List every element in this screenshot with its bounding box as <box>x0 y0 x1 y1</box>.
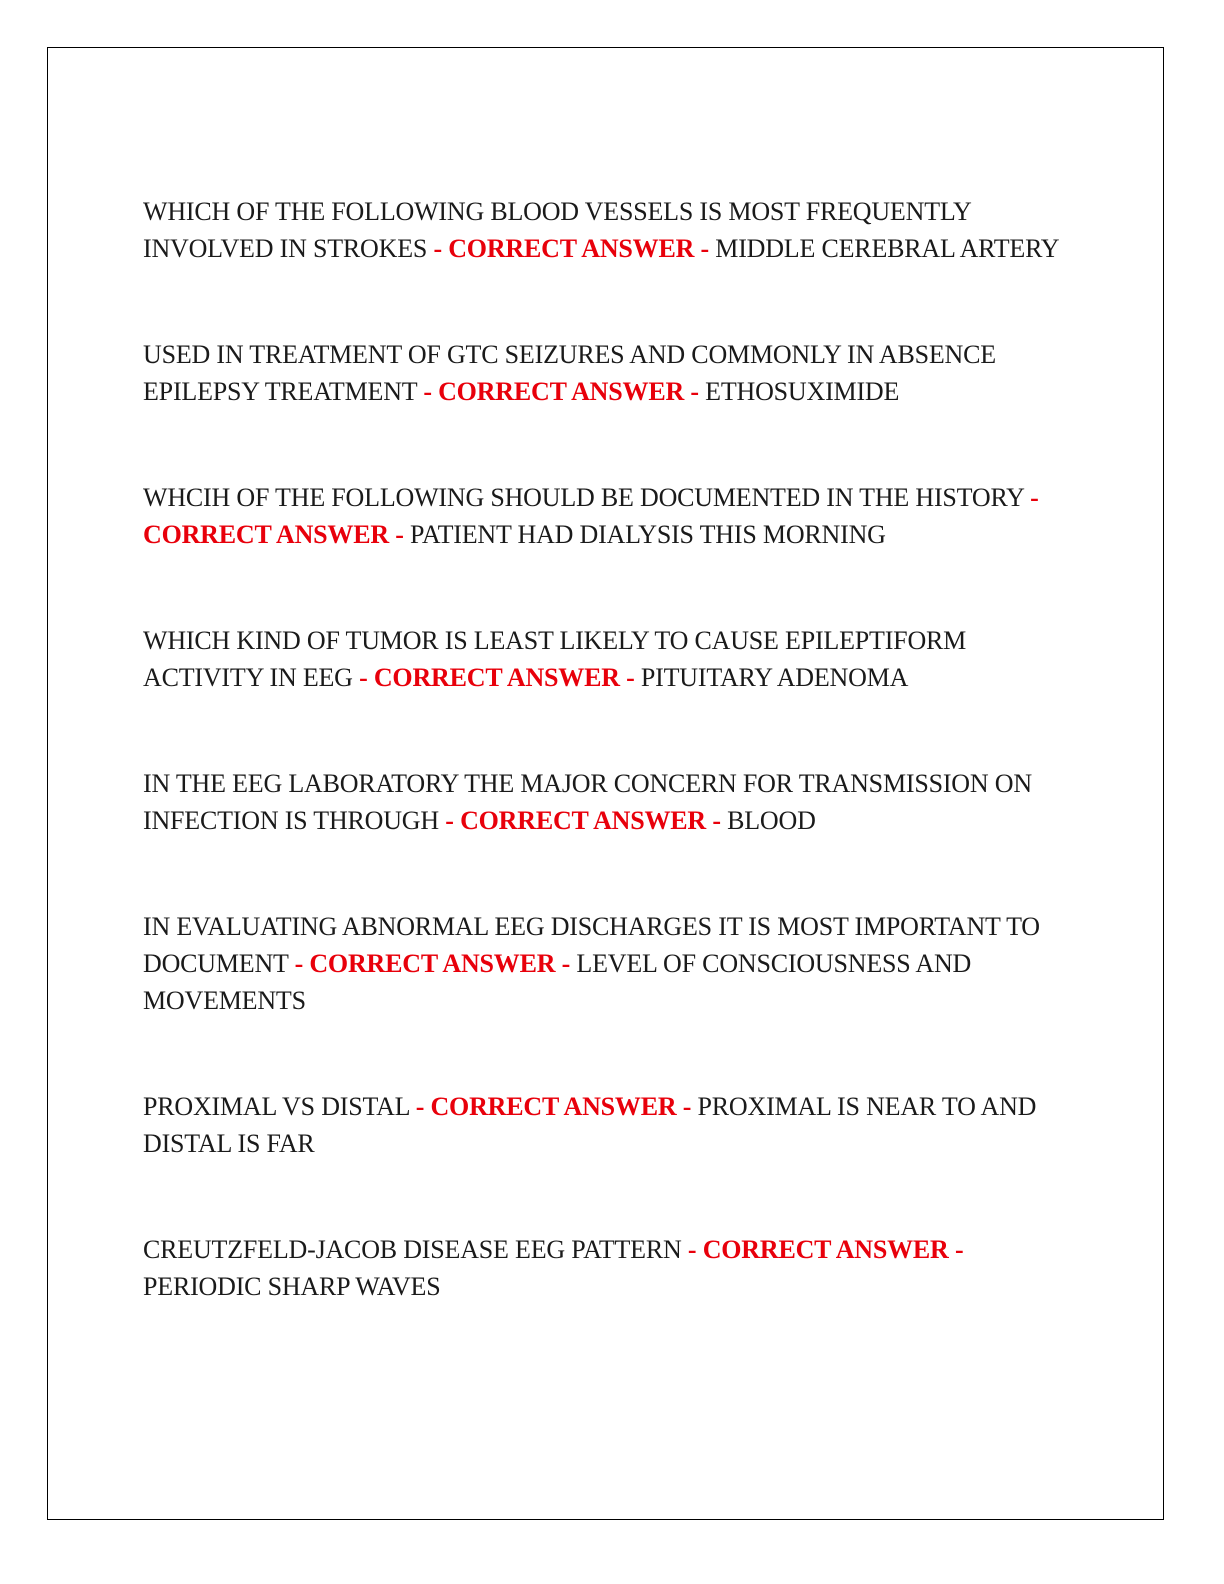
separator: - <box>700 234 709 263</box>
correct-answer-marker: CORRECT ANSWER <box>309 949 556 978</box>
answer-text: ETHOSUXIMIDE <box>705 377 900 406</box>
separator: - <box>445 806 454 835</box>
answer-text: PROXIMAL IS NEAR TO AND DISTAL IS FAR <box>143 1092 1037 1158</box>
correct-answer-marker: CORRECT ANSWER <box>373 663 620 692</box>
correct-answer-marker: CORRECT ANSWER <box>143 520 389 549</box>
separator: - <box>395 520 404 549</box>
qa-item <box>143 765 1083 839</box>
qa-item <box>143 193 1083 267</box>
question-text: IN THE EEG LABORATORY THE MAJOR CONCERN FOR TRANSMISSION ON INFECTION IS THROUGH <box>143 769 1032 835</box>
question-text: WHICH KIND OF TUMOR IS LEAST LIKELY TO CAUSE EPILEPTIFORM ACTIVITY IN EEG <box>143 626 967 692</box>
correct-answer-marker: CORRECT ANSWER <box>460 806 707 835</box>
answer-text: PATIENT HAD DIALYSIS THIS MORNING <box>410 520 886 549</box>
correct-answer-marker: CORRECT ANSWER <box>448 234 695 263</box>
correct-answer-marker: CORRECT ANSWER <box>702 1235 949 1264</box>
separator: - <box>690 377 699 406</box>
answer-text: BLOOD <box>727 806 816 835</box>
separator: - <box>415 1092 425 1121</box>
qa-item <box>143 479 1083 553</box>
separator: - <box>687 1235 697 1264</box>
document-body <box>143 193 1083 1374</box>
qa-item <box>143 1231 1083 1305</box>
question-text: IN EVALUATING ABNORMAL EEG DISCHARGES IT IS MOST IMPORTANT TO DOCUMENT <box>143 912 1040 978</box>
qa-item <box>143 336 1083 410</box>
separator: - <box>712 806 721 835</box>
separator: - <box>561 949 571 978</box>
question-text: WHCIH OF THE FOLLOWING SHOULD BE DOCUMENTED IN THE HISTORY <box>143 483 1024 512</box>
question-text: CREUTZFELD-JACOB DISEASE EEG PATTERN <box>143 1235 682 1264</box>
question-text: WHICH OF THE FOLLOWING BLOOD VESSELS IS MOST FREQUENTLY INVOLVED IN STROKES <box>143 197 971 263</box>
correct-answer-marker: CORRECT ANSWER <box>430 1092 677 1121</box>
separator: - <box>294 949 304 978</box>
correct-answer-marker: CORRECT ANSWER <box>438 377 685 406</box>
answer-text: PITUITARY ADENOMA <box>640 663 909 692</box>
question-text: USED IN TREATMENT OF GTC SEIZURES AND COMMONLY IN ABSENCE EPILEPSY TREATMENT <box>143 340 996 406</box>
qa-item <box>143 622 1083 696</box>
separator: - <box>423 377 432 406</box>
qa-item <box>143 908 1083 1019</box>
separator: - <box>954 1235 964 1264</box>
answer-text: MIDDLE CEREBRAL ARTERY <box>715 234 1060 263</box>
separator: - <box>1030 483 1039 512</box>
separator: - <box>626 663 635 692</box>
answer-text: PERIODIC SHARP WAVES <box>143 1272 441 1301</box>
answer-text: LEVEL OF CONSCIOUSNESS AND MOVEMENTS <box>143 949 972 1015</box>
question-text: PROXIMAL VS DISTAL <box>143 1092 410 1121</box>
separator: - <box>433 234 442 263</box>
separator: - <box>359 663 368 692</box>
qa-item <box>143 1088 1083 1162</box>
separator: - <box>682 1092 692 1121</box>
